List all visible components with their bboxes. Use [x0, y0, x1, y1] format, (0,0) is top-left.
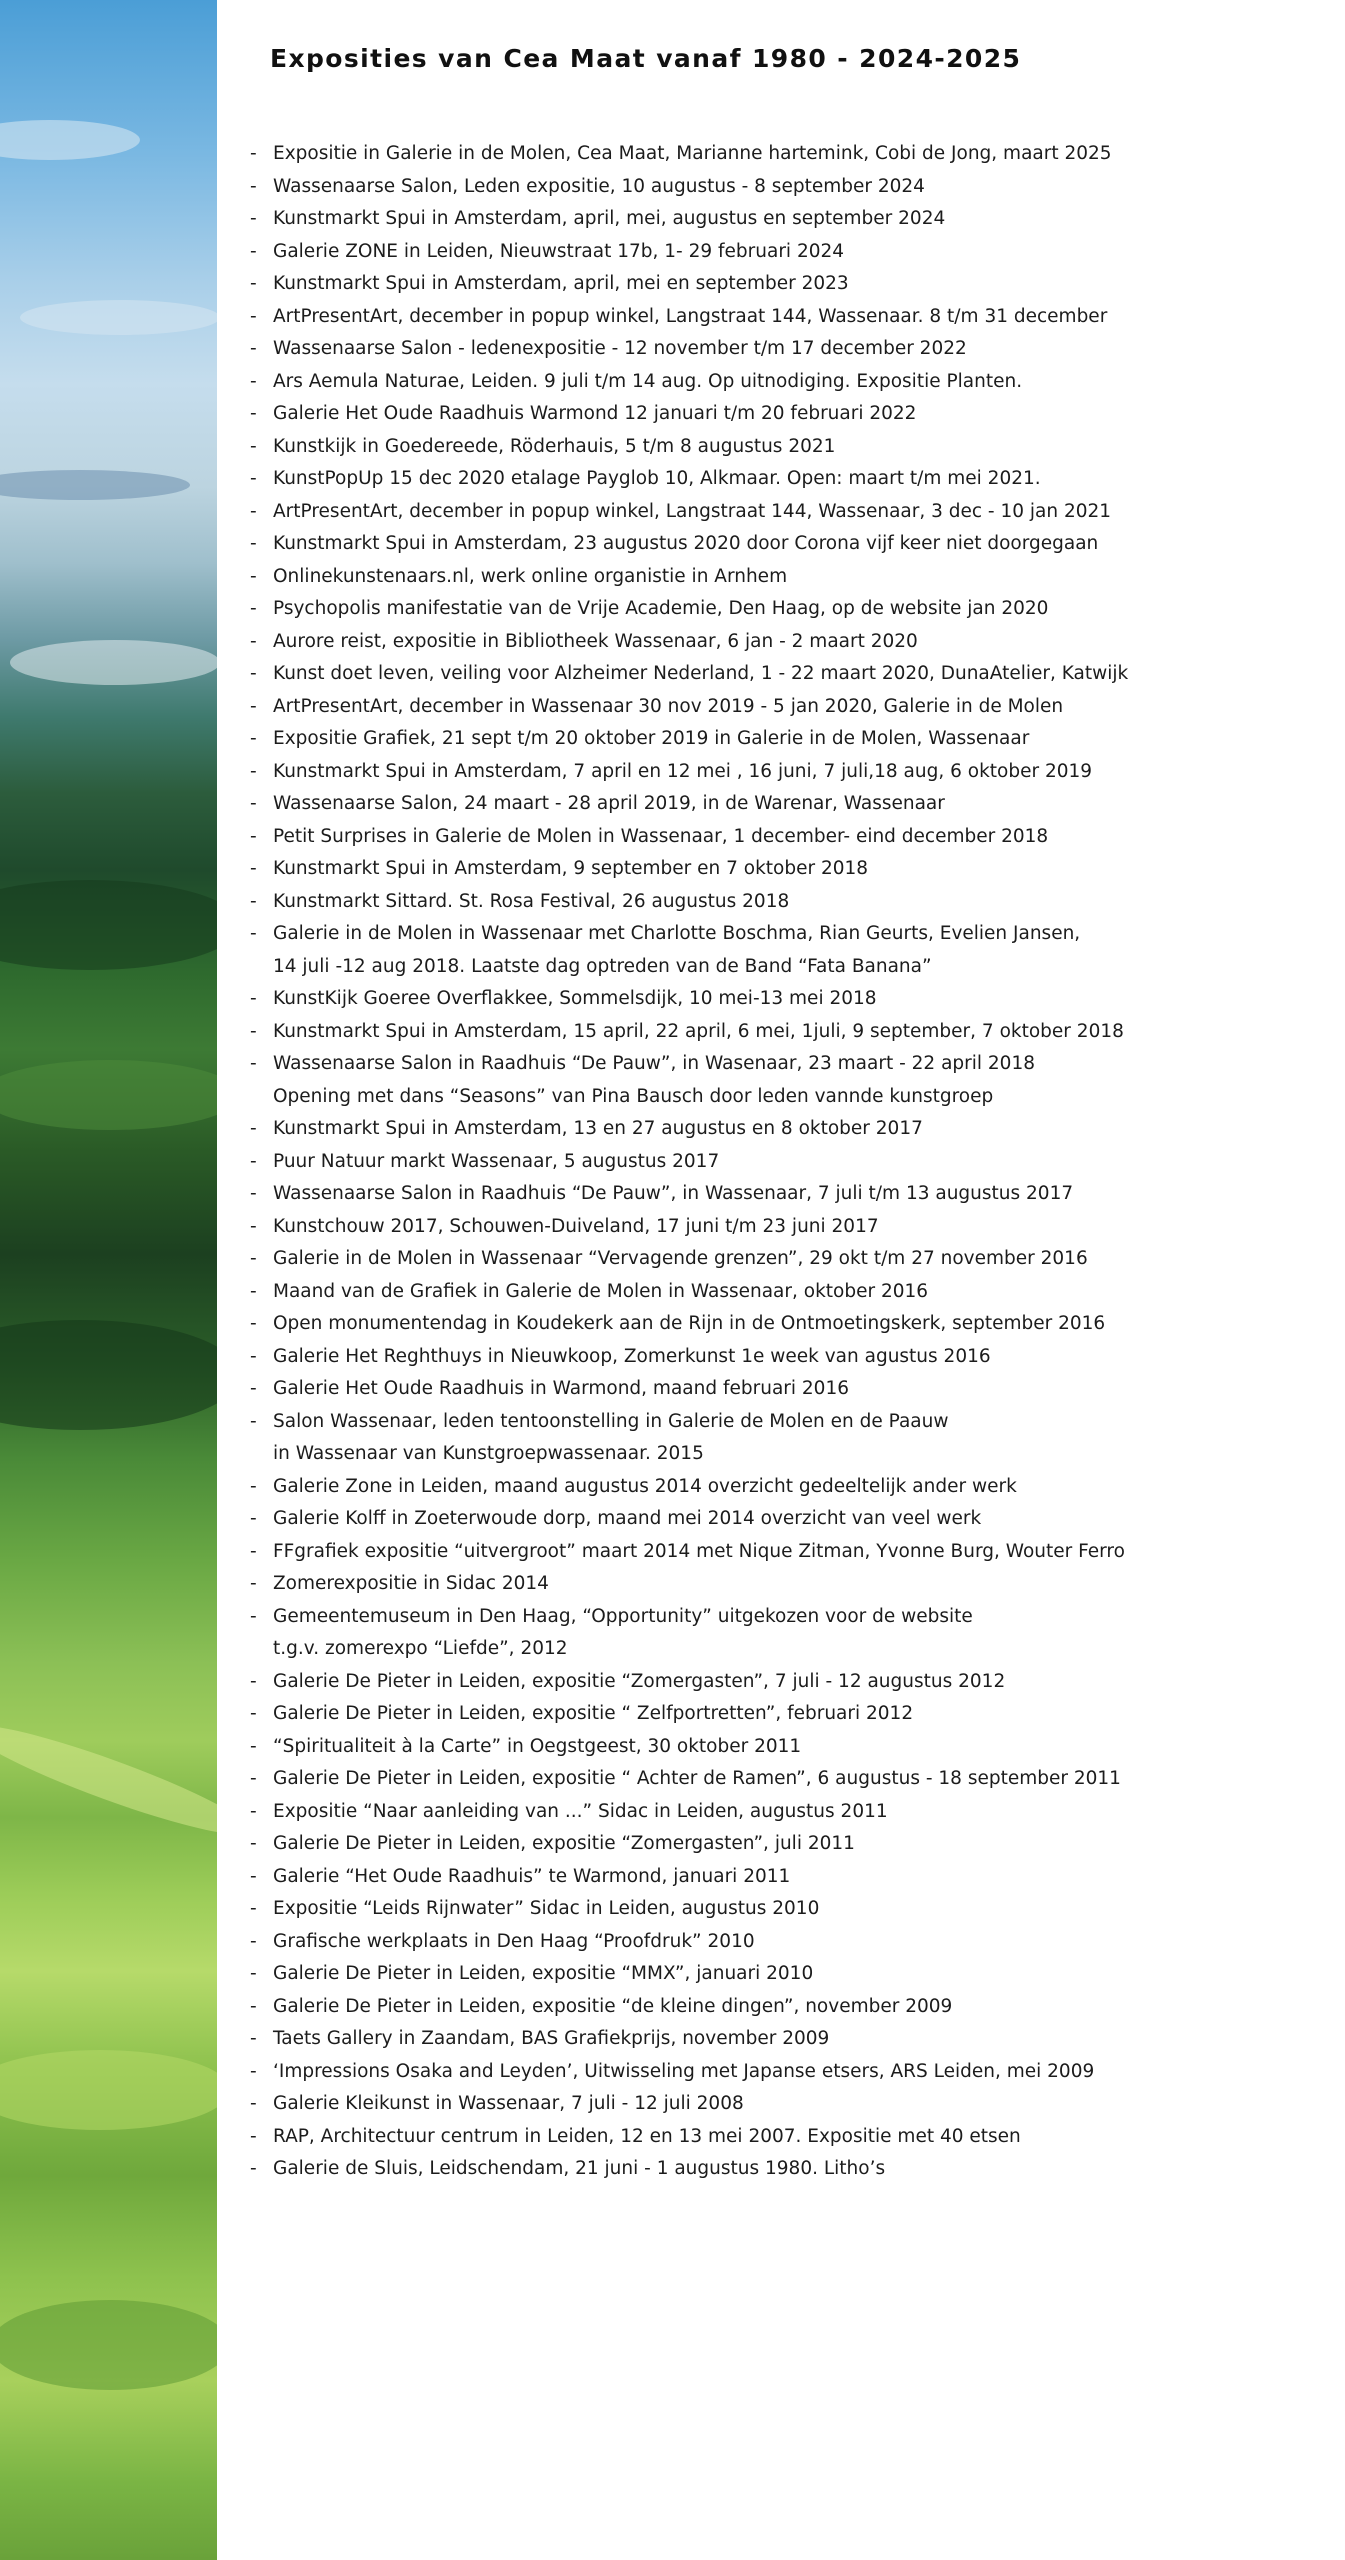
list-item	[250, 496, 1330, 529]
exhibition-entry	[273, 2088, 744, 2121]
landscape-painting	[0, 0, 217, 2560]
exhibition-text: Expositie Grafiek, 21 sept t/m 20 oktober 2019 in Galerie in de Molen, Wassenaar	[273, 728, 1030, 749]
exhibition-text: Zomerexpositie in Sidac 2014	[273, 1573, 549, 1594]
exhibition-text: t.g.v. zomerexpo “Liefde”, 2012	[273, 1638, 568, 1659]
exhibition-text: KunstKijk Goeree Overflakkee, Sommelsdijk, 10 mei-13 mei 2018	[273, 988, 877, 1009]
exhibition-text: Galerie De Pieter in Leiden, expositie “ Zelfportretten”, februari 2012	[273, 1703, 914, 1724]
exhibition-text: Kunstchouw 2017, Schouwen-Duiveland, 17 juni t/m 23 juni 2017	[273, 1215, 879, 1237]
exhibition-entry	[273, 983, 877, 1016]
exhibition-text: Galerie De Pieter in Leiden, expositie “de kleine dingen”, november 2009	[273, 1995, 953, 2017]
list-item	[250, 203, 1330, 236]
list-item	[250, 983, 1330, 1016]
hill-stroke	[0, 1060, 217, 1130]
list-item	[250, 1828, 1330, 1861]
list-bullet: -	[250, 468, 257, 489]
exhibition-text: in Wassenaar van Kunstgroepwassenaar. 2015	[273, 1443, 704, 1464]
exhibition-entry	[273, 496, 1111, 529]
list-bullet: -	[250, 1833, 257, 1854]
exhibition-text: Galerie Het Reghthuys in Nieuwkoop, Zomerkunst 1e week van agustus 2016	[273, 1345, 991, 1367]
list-bullet: -	[250, 728, 257, 749]
list-item	[250, 1991, 1330, 2024]
exhibition-entry	[273, 1893, 819, 1926]
list-item	[250, 1861, 1330, 1894]
cloud-stroke	[0, 470, 190, 500]
exhibition-entry	[273, 2056, 1094, 2089]
list-bullet: -	[250, 695, 257, 717]
list-bullet: -	[250, 2125, 257, 2147]
exhibition-entry	[273, 2153, 885, 2186]
list-bullet: -	[250, 1248, 257, 1269]
exhibition-entry	[273, 1406, 949, 1471]
list-bullet: -	[250, 305, 257, 327]
exhibition-entry	[273, 853, 868, 886]
exhibition-text: Taets Gallery in Zaandam, BAS Grafiekprijs, november 2009	[273, 2028, 830, 2049]
exhibition-entry	[273, 821, 1048, 854]
list-bullet: -	[250, 2093, 257, 2114]
exhibition-text: Kunstmarkt Spui in Amsterdam, 7 april en 12 mei , 16 juni, 7 juli,18 aug, 6 oktober 2019	[273, 760, 1093, 782]
list-item	[250, 1796, 1330, 1829]
list-item	[250, 1536, 1330, 1569]
list-bullet: -	[250, 890, 257, 912]
list-bullet: -	[250, 1768, 257, 1789]
exhibition-text: Galerie Het Oude Raadhuis in Warmond, maand februari 2016	[273, 1378, 849, 1399]
exhibition-text: Galerie in de Molen in Wassenaar “Vervagende grenzen”, 29 okt t/m 27 november 2016	[273, 1248, 1088, 1269]
exhibition-entry	[273, 1731, 801, 1764]
list-item	[250, 1113, 1330, 1146]
exhibition-text: Galerie Kolff in Zoeterwoude dorp, maand mei 2014 overzicht van veel werk	[273, 1508, 982, 1529]
exhibition-entry	[273, 1341, 991, 1374]
exhibition-text: Open monumentendag in Koudekerk aan de Rijn in de Ontmoetingskerk, september 2016	[273, 1313, 1106, 1334]
exhibition-entry	[273, 1991, 952, 2024]
exhibition-entry	[273, 1373, 849, 1406]
list-bullet: -	[250, 533, 257, 554]
exhibition-text: Wassenaarse Salon, 24 maart - 28 april 2019, in de Warenar, Wassenaar	[273, 793, 945, 814]
list-item	[250, 691, 1330, 724]
list-bullet: -	[250, 1183, 257, 1204]
exhibition-entry	[273, 1698, 913, 1731]
exhibition-entry	[273, 1503, 981, 1536]
exhibition-entry	[273, 1926, 755, 1959]
list-item	[250, 1926, 1330, 1959]
list-bullet: -	[250, 1053, 257, 1074]
exhibition-text: Kunstmarkt Spui in Amsterdam, 15 april, 22 april, 6 mei, 1juli, 9 september, 7 oktober 2018	[273, 1020, 1124, 1042]
exhibition-text: ArtPresentArt, december in popup winkel, Langstraat 144, Wassenaar. 8 t/m 31 december	[273, 305, 1108, 327]
exhibition-entry	[273, 1178, 1073, 1211]
list-bullet: -	[250, 403, 257, 424]
exhibition-entry	[273, 236, 844, 269]
list-bullet: -	[250, 1150, 257, 1172]
list-bullet: -	[250, 370, 257, 392]
list-item	[250, 138, 1330, 171]
exhibition-text: Wassenaarse Salon - ledenexpositie - 12 november t/m 17 december 2022	[273, 338, 967, 359]
list-item	[250, 1276, 1330, 1309]
exhibition-entry	[273, 1146, 719, 1179]
exhibition-entry	[273, 1308, 1105, 1341]
exhibition-text: Grafische werkplaats in Den Haag “Proofdruk” 2010	[273, 1930, 755, 1952]
exhibition-text: Expositie “Naar aanleiding van ...” Sidac in Leiden, augustus 2011	[273, 1800, 888, 1822]
list-bullet: -	[250, 208, 257, 229]
list-bullet: -	[250, 923, 257, 944]
list-item	[250, 333, 1330, 366]
exhibition-text: Kunstmarkt Spui in Amsterdam, 23 augustus 2020 door Corona vijf keer niet doorgegaan	[273, 533, 1099, 554]
exhibition-text: Kunstmarkt Spui in Amsterdam, april, mei en september 2023	[273, 273, 849, 294]
exhibition-entry	[273, 561, 787, 594]
list-bullet: -	[250, 435, 257, 457]
exhibition-entry	[273, 1763, 1121, 1796]
list-item	[250, 1568, 1330, 1601]
list-item	[250, 431, 1330, 464]
exhibition-entry	[273, 203, 945, 236]
list-item	[250, 1731, 1330, 1764]
list-bullet: -	[250, 1378, 257, 1399]
exhibition-text: Galerie Het Oude Raadhuis Warmond 12 januari t/m 20 februari 2022	[273, 403, 917, 424]
list-bullet: -	[250, 760, 257, 782]
exhibition-text: ArtPresentArt, december in Wassenaar 30 nov 2019 - 5 jan 2020, Galerie in de Molen	[273, 695, 1064, 717]
exhibition-text: FFgrafiek expositie “uitvergroot” maart 2014 met Nique Zitman, Yvonne Burg, Wouter Ferro	[273, 1540, 1125, 1562]
list-item	[250, 2056, 1330, 2089]
exhibition-text: Galerie De Pieter in Leiden, expositie “Zomergasten”, juli 2011	[273, 1833, 855, 1854]
exhibition-entry	[273, 1276, 928, 1309]
exhibition-entry	[273, 1861, 790, 1894]
list-bullet: -	[250, 143, 257, 164]
exhibition-text: Puur Natuur markt Wassenaar, 5 augustus 2017	[273, 1150, 720, 1172]
exhibition-text: Kunstmarkt Spui in Amsterdam, april, mei, augustus en september 2024	[273, 208, 946, 229]
exhibition-entry	[273, 1048, 1035, 1113]
exhibition-entry	[273, 301, 1107, 334]
cloud-stroke	[0, 120, 140, 160]
list-item	[250, 756, 1330, 789]
list-item	[250, 171, 1330, 204]
exhibition-text: Galerie Zone in Leiden, maand augustus 2014 overzicht gedeeltelijk ander werk	[273, 1475, 1017, 1497]
list-bullet: -	[250, 598, 257, 619]
exhibitions-panel	[217, 0, 1345, 2560]
exhibition-text: Galerie de Sluis, Leidschendam, 21 juni - 1 augustus 1980. Litho’s	[273, 2158, 886, 2179]
exhibition-entry	[273, 658, 1128, 691]
list-bullet: -	[250, 825, 257, 847]
list-bullet: -	[250, 1703, 257, 1724]
grass-stroke	[0, 2050, 217, 2130]
exhibition-entry	[273, 138, 1112, 171]
exhibition-text: 14 juli -12 aug 2018. Laatste dag optreden van de Band “Fata Banana”	[273, 955, 932, 977]
page-title: Exposities van Cea Maat vanaf 1980 - 2024-2025	[270, 44, 1022, 73]
list-bullet: -	[250, 793, 257, 814]
list-item	[250, 2088, 1330, 2121]
list-item	[250, 1503, 1330, 1536]
list-item	[250, 1698, 1330, 1731]
exhibition-text: Kunstmarkt Spui in Amsterdam, 13 en 27 augustus en 8 oktober 2017	[273, 1118, 923, 1139]
hill-stroke	[0, 880, 217, 970]
exhibition-entry	[273, 1796, 888, 1829]
exhibition-entry	[273, 1211, 879, 1244]
exhibitions-list	[250, 138, 1330, 2186]
exhibition-entry	[273, 1568, 549, 1601]
exhibition-entry	[273, 1471, 1017, 1504]
exhibition-entry	[273, 2023, 829, 2056]
exhibition-entry	[273, 626, 918, 659]
exhibition-text: Kunst doet leven, veiling voor Alzheimer Nederland, 1 - 22 maart 2020, DunaAtelier, Katwijk	[273, 663, 1129, 684]
list-bullet: -	[250, 338, 257, 359]
list-bullet: -	[250, 2060, 257, 2082]
exhibition-text: Galerie Kleikunst in Wassenaar, 7 juli - 12 juli 2008	[273, 2093, 744, 2114]
exhibition-entry	[273, 886, 789, 919]
list-item	[250, 528, 1330, 561]
list-item	[250, 918, 1330, 983]
exhibition-text: “Spiritualiteit à la Carte” in Oegstgeest, 30 oktober 2011	[273, 1735, 802, 1757]
exhibition-entry	[273, 268, 849, 301]
list-bullet: -	[250, 1800, 257, 1822]
list-item	[250, 366, 1330, 399]
list-bullet: -	[250, 1865, 257, 1887]
exhibition-entry	[273, 723, 1029, 756]
exhibition-entry	[273, 1016, 1124, 1049]
exhibition-text: Opening met dans “Seasons” van Pina Bausch door leden vannde kunstgroep	[273, 1085, 994, 1107]
exhibition-text: Galerie in de Molen in Wassenaar met Charlotte Boschma, Rian Geurts, Evelien Jansen,	[273, 923, 1081, 944]
exhibition-text: Kunstmarkt Sittard. St. Rosa Festival, 26 augustus 2018	[273, 890, 790, 912]
list-item	[250, 2121, 1330, 2154]
list-bullet: -	[250, 1508, 257, 1529]
exhibition-text: Galerie De Pieter in Leiden, expositie “ Achter de Ramen”, 6 augustus - 18 september 2011	[273, 1768, 1121, 1789]
list-bullet: -	[250, 1345, 257, 1367]
exhibition-text: Kunstkijk in Goedereede, Röderhauis, 5 t/m 8 augustus 2021	[273, 435, 836, 457]
list-bullet: -	[250, 1313, 257, 1334]
exhibition-entry	[273, 398, 916, 431]
exhibition-entry	[273, 691, 1063, 724]
list-bullet: -	[250, 1670, 257, 1692]
exhibition-entry	[273, 1243, 1088, 1276]
list-item	[250, 1016, 1330, 1049]
list-item	[250, 268, 1330, 301]
list-item	[250, 1178, 1330, 1211]
list-bullet: -	[250, 1605, 257, 1627]
list-item	[250, 1308, 1330, 1341]
list-item	[250, 853, 1330, 886]
list-bullet: -	[250, 1118, 257, 1139]
list-item	[250, 2153, 1330, 2186]
list-item	[250, 1048, 1330, 1113]
exhibition-entry	[273, 1536, 1125, 1569]
exhibition-text: ‘Impressions Osaka and Leyden’, Uitwisseling met Japanse etsers, ARS Leiden, mei 2009	[273, 2060, 1095, 2082]
exhibition-text: Petit Surprises in Galerie de Molen in Wassenaar, 1 december- eind december 2018	[273, 825, 1049, 847]
exhibition-text: Psychopolis manifestatie van de Vrije Academie, Den Haag, op de website jan 2020	[273, 598, 1049, 619]
list-item	[250, 626, 1330, 659]
list-item	[250, 723, 1330, 756]
list-item	[250, 593, 1330, 626]
exhibition-text: Galerie “Het Oude Raadhuis” te Warmond, januari 2011	[273, 1865, 791, 1887]
list-item	[250, 1341, 1330, 1374]
list-bullet: -	[250, 1735, 257, 1757]
list-item	[250, 1666, 1330, 1699]
exhibition-entry	[273, 1113, 923, 1146]
list-bullet: -	[250, 1930, 257, 1952]
list-item	[250, 1763, 1330, 1796]
list-bullet: -	[250, 1540, 257, 1562]
list-bullet: -	[250, 988, 257, 1009]
list-bullet: -	[250, 273, 257, 294]
list-item	[250, 1373, 1330, 1406]
exhibition-entry	[273, 2121, 1021, 2154]
list-bullet: -	[250, 500, 257, 522]
list-bullet: -	[250, 1995, 257, 2017]
list-item	[250, 463, 1330, 496]
list-item	[250, 658, 1330, 691]
exhibition-entry	[273, 528, 1098, 561]
list-item	[250, 1471, 1330, 1504]
list-bullet: -	[250, 1573, 257, 1594]
list-item	[250, 821, 1330, 854]
exhibition-entry	[273, 366, 1022, 399]
list-bullet: -	[250, 2158, 257, 2179]
list-bullet: -	[250, 1410, 257, 1432]
exhibition-entry	[273, 463, 1041, 496]
list-item	[250, 1146, 1330, 1179]
list-item	[250, 1243, 1330, 1276]
exhibition-entry	[273, 431, 835, 464]
exhibition-text: ArtPresentArt, december in popup winkel, Langstraat 144, Wassenaar, 3 dec - 10 jan 2021	[273, 500, 1112, 522]
exhibition-text: Wassenaarse Salon in Raadhuis “De Pauw”, in Wasenaar, 23 maart - 22 april 2018	[273, 1053, 1035, 1074]
list-bullet: -	[250, 1215, 257, 1237]
list-bullet: -	[250, 565, 257, 587]
exhibition-entry	[273, 333, 967, 366]
list-item	[250, 2023, 1330, 2056]
list-item	[250, 1893, 1330, 1926]
exhibition-text: Galerie De Pieter in Leiden, expositie “Zomergasten”, 7 juli - 12 augustus 2012	[273, 1670, 1006, 1692]
hill-stroke	[0, 1320, 217, 1430]
list-item	[250, 1958, 1330, 1991]
list-item	[250, 1211, 1330, 1244]
list-bullet: -	[250, 630, 257, 652]
exhibition-text: Aurore reist, expositie in Bibliotheek Wassenaar, 6 jan - 2 maart 2020	[273, 630, 918, 652]
exhibition-text: Gemeentemuseum in Den Haag, “Opportunity” uitgekozen voor de website	[273, 1605, 973, 1627]
exhibition-text: Salon Wassenaar, leden tentoonstelling in Galerie de Molen en de Paauw	[273, 1410, 949, 1432]
exhibition-entry	[273, 1958, 813, 1991]
exhibition-text: Onlinekunstenaars.nl, werk online organistie in Arnhem	[273, 565, 788, 587]
list-bullet: -	[250, 858, 257, 879]
exhibition-entry	[273, 918, 1080, 983]
exhibition-text: KunstPopUp 15 dec 2020 etalage Payglob 10, Alkmaar. Open: maart t/m mei 2021.	[273, 468, 1041, 489]
exhibition-entry	[273, 171, 925, 204]
exhibition-text: Wassenaarse Salon, Leden expositie, 10 augustus - 8 september 2024	[273, 175, 925, 197]
exhibition-entry	[273, 1828, 855, 1861]
exhibition-text: Galerie ZONE in Leiden, Nieuwstraat 17b, 1- 29 februari 2024	[273, 240, 845, 262]
exhibition-text: Expositie “Leids Rijnwater” Sidac in Leiden, augustus 2010	[273, 1898, 820, 1919]
list-bullet: -	[250, 1020, 257, 1042]
list-bullet: -	[250, 240, 257, 262]
list-bullet: -	[250, 663, 257, 684]
list-item	[250, 398, 1330, 431]
exhibition-text: Expositie in Galerie in de Molen, Cea Maat, Marianne hartemink, Cobi de Jong, maart 2025	[273, 143, 1112, 164]
list-item	[250, 886, 1330, 919]
list-bullet: -	[250, 1475, 257, 1497]
exhibition-entry	[273, 788, 945, 821]
exhibition-text: RAP, Architectuur centrum in Leiden, 12 en 13 mei 2007. Expositie met 40 etsen	[273, 2125, 1021, 2147]
list-bullet: -	[250, 1898, 257, 1919]
list-item	[250, 236, 1330, 269]
exhibition-entry	[273, 1666, 1005, 1699]
exhibition-text: Ars Aemula Naturae, Leiden. 9 juli t/m 14 aug. Op uitnodiging. Expositie Planten.	[273, 370, 1023, 392]
list-item	[250, 301, 1330, 334]
cloud-stroke	[10, 640, 217, 685]
exhibition-entry	[273, 756, 1092, 789]
exhibition-text: Maand van de Grafiek in Galerie de Molen in Wassenaar, oktober 2016	[273, 1280, 929, 1302]
list-item	[250, 1601, 1330, 1666]
exhibition-entry	[273, 1601, 973, 1666]
path-stroke	[0, 1710, 217, 1850]
exhibition-text: Wassenaarse Salon in Raadhuis “De Pauw”, in Wassenaar, 7 juli t/m 13 augustus 2017	[273, 1183, 1074, 1204]
exhibition-text: Kunstmarkt Spui in Amsterdam, 9 september en 7 oktober 2018	[273, 858, 869, 879]
list-bullet: -	[250, 1280, 257, 1302]
list-item	[250, 1406, 1330, 1471]
list-bullet: -	[250, 1963, 257, 1984]
cloud-stroke	[20, 300, 217, 335]
list-item	[250, 788, 1330, 821]
exhibition-entry	[273, 593, 1048, 626]
list-bullet: -	[250, 2028, 257, 2049]
exhibition-text: Galerie De Pieter in Leiden, expositie “MMX”, januari 2010	[273, 1963, 814, 1984]
list-item	[250, 561, 1330, 594]
list-bullet: -	[250, 175, 257, 197]
grass-stroke	[0, 2300, 217, 2390]
